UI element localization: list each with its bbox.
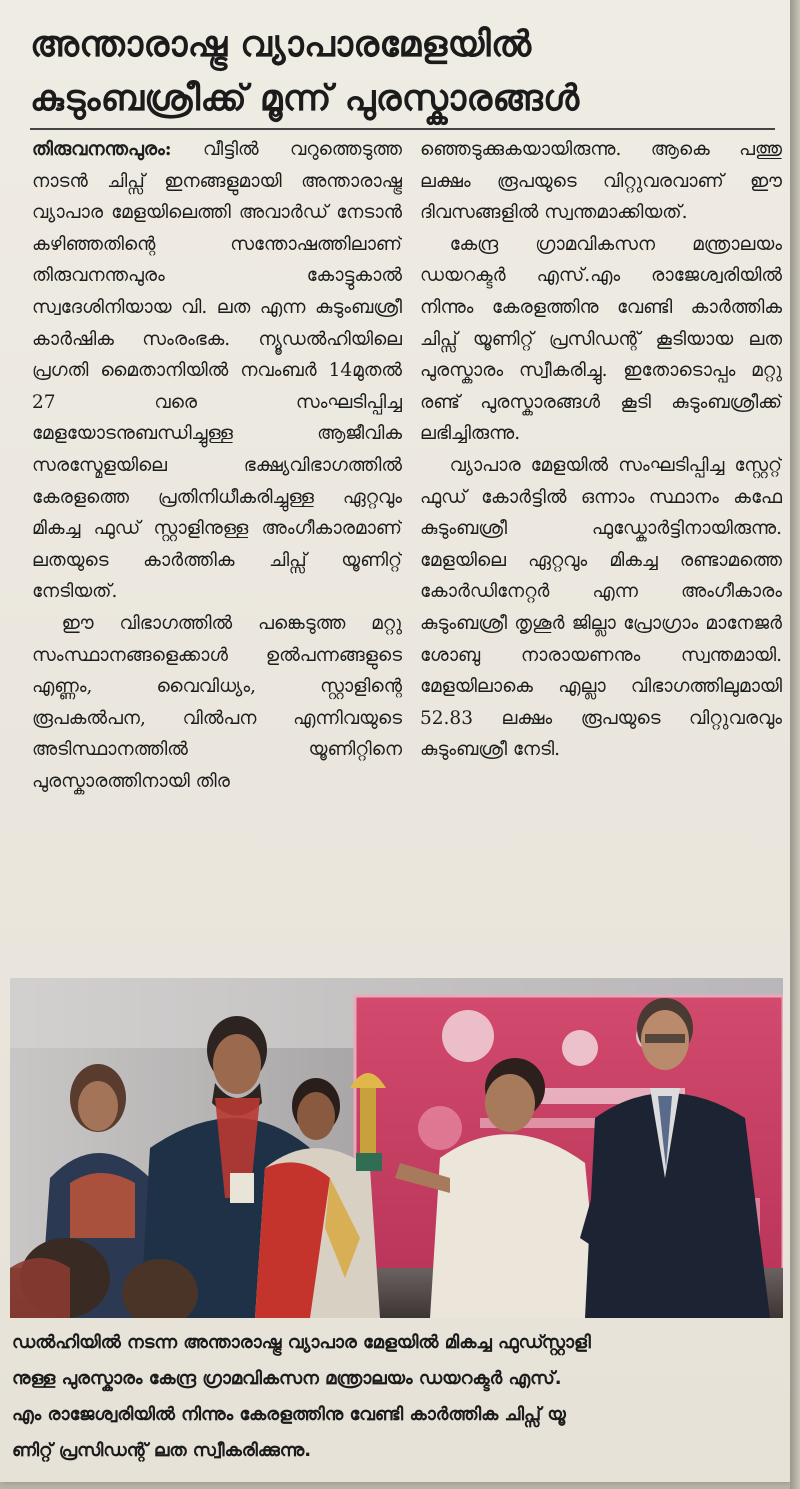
article-column-right [420,134,782,949]
caption-line-2: നുള്ള പുരസ്കാരം കേന്ദ്ര ഗ്രാമവികസന മന്ത്രാലയം ഡയറക്ടർ എസ്. [12,1368,562,1389]
headline-line-2: കുടുംബശ്രീക്ക് മൂന്ന് പുരസ്കാരങ്ങൾ [30,78,580,119]
photo-caption [12,1325,782,1469]
photo-illustration [10,978,783,1318]
paragraph: ഞ്ഞെടുക്കുകയായിരുന്നു. ആകെ പത്തു ലക്ഷം രൂപയുടെ വിറ്റുവരവാണ് ഈ ദിവസങ്ങളിൽ സ്വന്തമാക്കിയത്. [420,139,782,224]
page-edge [790,0,800,1489]
headline [30,18,770,126]
award-ceremony-photo [10,978,783,1318]
article-column-left [32,134,402,979]
caption-line-4: ണിറ്റ് പ്രസിഡന്റ് ലത സ്വീകരിക്കുന്നു. [12,1440,312,1461]
caption-line-1: ഡൽഹിയിൽ നടന്ന അന്താരാഷ്ട്ര വ്യാപാര മേളയിൽ മികച്ച ഫുഡ്സ്റ്റാളി [12,1332,591,1353]
paragraph [32,134,402,608]
paragraph: ഈ വിഭാഗത്തിൽ പങ്കെടുത്ത മറ്റു സംസ്ഥാനങ്ങളെക്കാൾ ഉൽപന്നങ്ങളുടെ എണ്ണം, വൈവിധ്യം, സ്റ്റാളിന്റെ രൂപകൽപന, വിൽപന എന്നിവയുടെ അടിസ്ഥാനത്തിൽ യൂണിറ്റിനെ പുരസ്കാരത്തിനായി തിര [32,612,402,792]
dateline: തിരുവനന്തപുരം: [32,139,172,160]
headline-rule [30,128,775,130]
paragraph-text: വീട്ടിൽ വറുത്തെടുത്ത നാടൻ ചിപ്സ് ഇനങ്ങളുമായി അന്താരാഷ്ട്ര വ്യാപാര മേളയിലെത്തി അവാർഡ് നേടാൻ കഴിഞ്ഞതിന്റെ സന്തോഷത്തിലാണ് തിരുവനന്തപുരം കോട്ടുകാൽ സ്വദേശിനിയായ വി. ലത എന്ന കുടുംബശ്രീ കാർഷിക സംരംഭക. ന്യൂഡൽഹിയിലെ പ്രഗതി മൈതാനിയിൽ നവംബർ 14മുതൽ 27 വരെ സംഘടിപ്പിച്ച മേളയോടനുബന്ധിച്ചുള്ള ആജീവിക സരസ്മേളയിലെ ഭക്ഷ്യവിഭാഗത്തിൽ കേരളത്തെ പ്രതിനിധീകരിച്ചുള്ള ഏറ്റവും മികച്ച ഫുഡ് സ്റ്റാളിനുള്ള അംഗീകാരമാണ് ലതയുടെ കാർത്തിക ചിപ്സ് യൂണിറ്റ് നേടിയത്. [32,139,402,603]
headline-line-1: അന്താരാഷ്ട്ര വ്യാപാരമേളയിൽ [30,24,532,65]
caption-line-3: എം രാജേശ്വരിയിൽ നിന്നും കേരളത്തിനു വേണ്ടി കാർത്തിക ചിപ്സ് യൂ [12,1404,566,1425]
paragraph: കേന്ദ്ര ഗ്രാമവികസന മന്ത്രാലയം ഡയറക്ടർ എസ്.എം രാജേശ്വരിയിൽ നിന്നും കേരളത്തിനു വേണ്ടി കാർത്തിക ചിപ്സ് യൂണിറ്റ് പ്രസിഡന്റ് കൂടിയായ ലത പുരസ്കാരം സ്വീകരിച്ചു. ഇതോടൊപ്പം മറ്റു രണ്ട് പുരസ്കാരങ്ങൾ കൂടി കുടുംബശ്രീക്ക് ലഭിച്ചിരുന്നു. [420,233,782,445]
paragraph: വ്യാപാര മേളയിൽ സംഘടിപ്പിച്ച സ്റ്റേറ്റ് ഫുഡ് കോർട്ടിൽ ഒന്നാം സ്ഥാനം കഫേ കുടുംബശ്രീ ഫുഡ്കോർട്ടിനായിരുന്നു. മേളയിലെ ഏറ്റവും മികച്ച രണ്ടാമത്തെ കോർഡിനേറ്റർ എന്ന അംഗീകാരം കുടുംബശ്രീ തൃശൂർ ജില്ലാ പ്രോഗ്രാം മാനേജർ ശോബു നാരായണനും സ്വന്തമായി. മേളയിലാകെ എല്ലാ വിഭാഗത്തിലുമായി 52.83 ലക്ഷം രൂപയുടെ വിറ്റുവരവും കുടുംബശ്രീ നേടി. [420,454,782,761]
